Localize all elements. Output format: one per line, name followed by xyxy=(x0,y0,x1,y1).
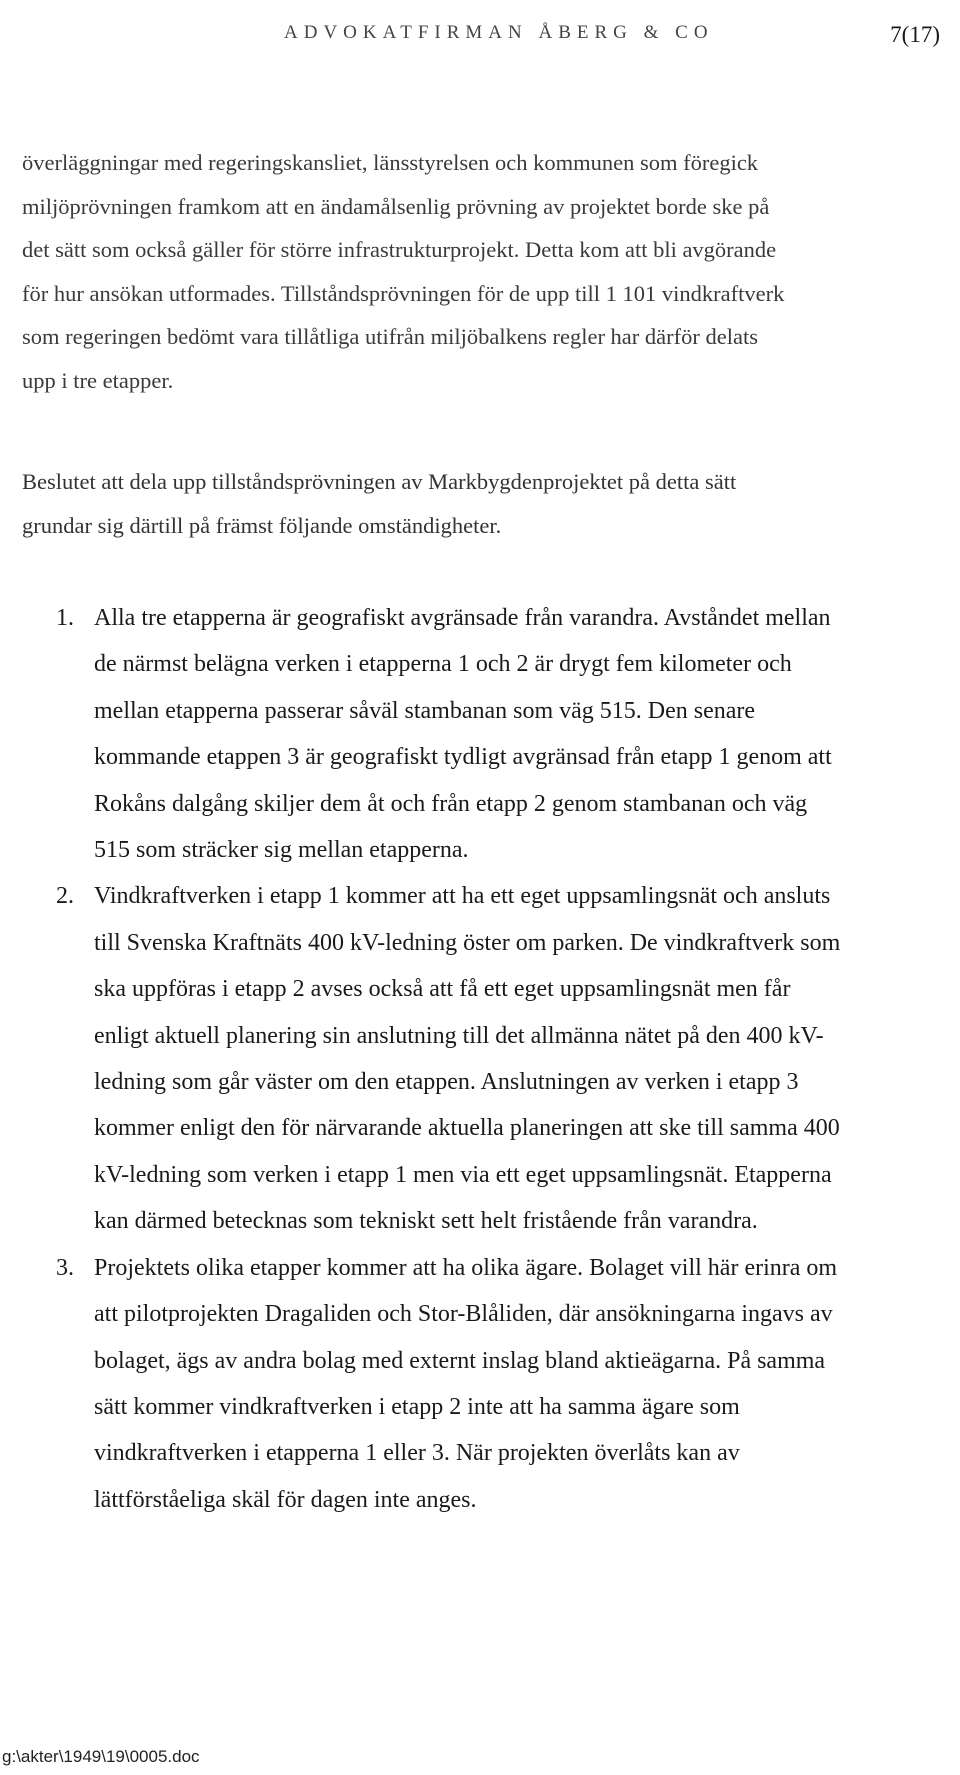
text-line: Rokåns dalgång skiljer dem åt och från etapp 2 genom stambanan och väg xyxy=(94,790,808,817)
text-line: mellan etapperna passerar såväl stambanan som väg 515. Den senare xyxy=(94,697,756,724)
paragraph-consultations xyxy=(22,141,934,402)
page-number: 7(17) xyxy=(890,22,940,47)
text-line: ska uppföras i etapp 2 avses också att få ett eget uppsamlingsnät men får xyxy=(94,976,791,1003)
document-file-path: g:\akter\1949\19\0005.doc xyxy=(2,1747,200,1766)
text-line: kV-ledning som verken i etapp 1 men via ett eget uppsamlingsnät. Etapperna xyxy=(94,1161,832,1188)
text-line: sätt kommer vindkraftverken i etapp 2 inte att ha samma ägare som xyxy=(94,1393,740,1420)
text-line: överläggningar med regeringskansliet, länsstyrelsen och kommunen som föregick xyxy=(22,150,759,175)
circumstances-list xyxy=(22,595,934,1523)
text-line: det sätt som också gäller för större infrastrukturprojekt. Detta kom att bli avgörande xyxy=(22,237,777,262)
text-line: Alla tre etapperna är geografiskt avgränsade från varandra. Avståndet mellan xyxy=(94,605,831,631)
text-line: ledning som går väster om den etappen. Anslutningen av verken i etapp 3 xyxy=(94,1069,799,1096)
text-line: att pilotprojekten Dragaliden och Stor-Blåliden, där ansökningarna ingavs av xyxy=(94,1301,833,1328)
list-item-number: 2. xyxy=(56,883,74,910)
list-item-number: 1. xyxy=(56,605,74,631)
text-line: bolaget, ägs av andra bolag med externt inslag bland aktieägarna. På samma xyxy=(94,1347,826,1374)
text-line: enligt aktuell planering sin anslutning till det allmänna nätet på den 400 kV- xyxy=(94,1022,824,1049)
text-line: kommer enligt den för närvarande aktuella planeringen att ske till samma 400 xyxy=(94,1115,840,1142)
list-item xyxy=(22,873,934,1244)
text-line: till Svenska Kraftnäts 400 kV-ledning öster om parken. De vindkraftverk som xyxy=(94,929,841,956)
text-line: 515 som sträcker sig mellan etapperna. xyxy=(94,837,469,864)
text-line: som regeringen bedömt vara tillåtliga utifrån miljöbalkens regler har därför delats xyxy=(22,324,758,349)
list-item xyxy=(22,1245,934,1523)
text-line: kommande etappen 3 är geografiskt tydligt avgränsad från etapp 1 genom att xyxy=(94,744,832,771)
firm-letterhead: ADVOKATFIRMAN ÅBERG & CO xyxy=(284,22,714,43)
text-line: Beslutet att dela upp tillståndsprövningen av Markbygdenprojektet på detta sätt xyxy=(22,469,737,494)
text-line: miljöprövningen framkom att en ändamålsenlig prövning av projektet borde ske på xyxy=(22,193,770,219)
list-item-number: 3. xyxy=(56,1254,74,1281)
text-line: de närmst belägna verken i etapperna 1 och 2 är drygt fem kilometer och xyxy=(94,651,792,678)
text-line: Projektets olika etapper kommer att ha olika ägare. Bolaget vill här erinra om xyxy=(94,1254,838,1281)
text-line: för hur ansökan utformades. Tillståndsprövningen för de upp till 1 101 vindkraftverk xyxy=(22,280,785,306)
text-line: upp i tre etapper. xyxy=(22,367,174,393)
text-line: lättförståeliga skäl för dagen inte anges. xyxy=(94,1486,477,1513)
paragraph-decision xyxy=(22,460,934,547)
text-line: Vindkraftverken i etapp 1 kommer att ha ett eget uppsamlingsnät och ansluts xyxy=(94,883,831,910)
text-line: grundar sig därtill på främst följande omständigheter. xyxy=(22,512,502,538)
text-line: kan därmed betecknas som tekniskt sett helt fristående från varandra. xyxy=(94,1208,758,1235)
text-line: vindkraftverken i etapperna 1 eller 3. När projekten överlåts kan av xyxy=(94,1440,740,1467)
list-item xyxy=(22,595,934,873)
